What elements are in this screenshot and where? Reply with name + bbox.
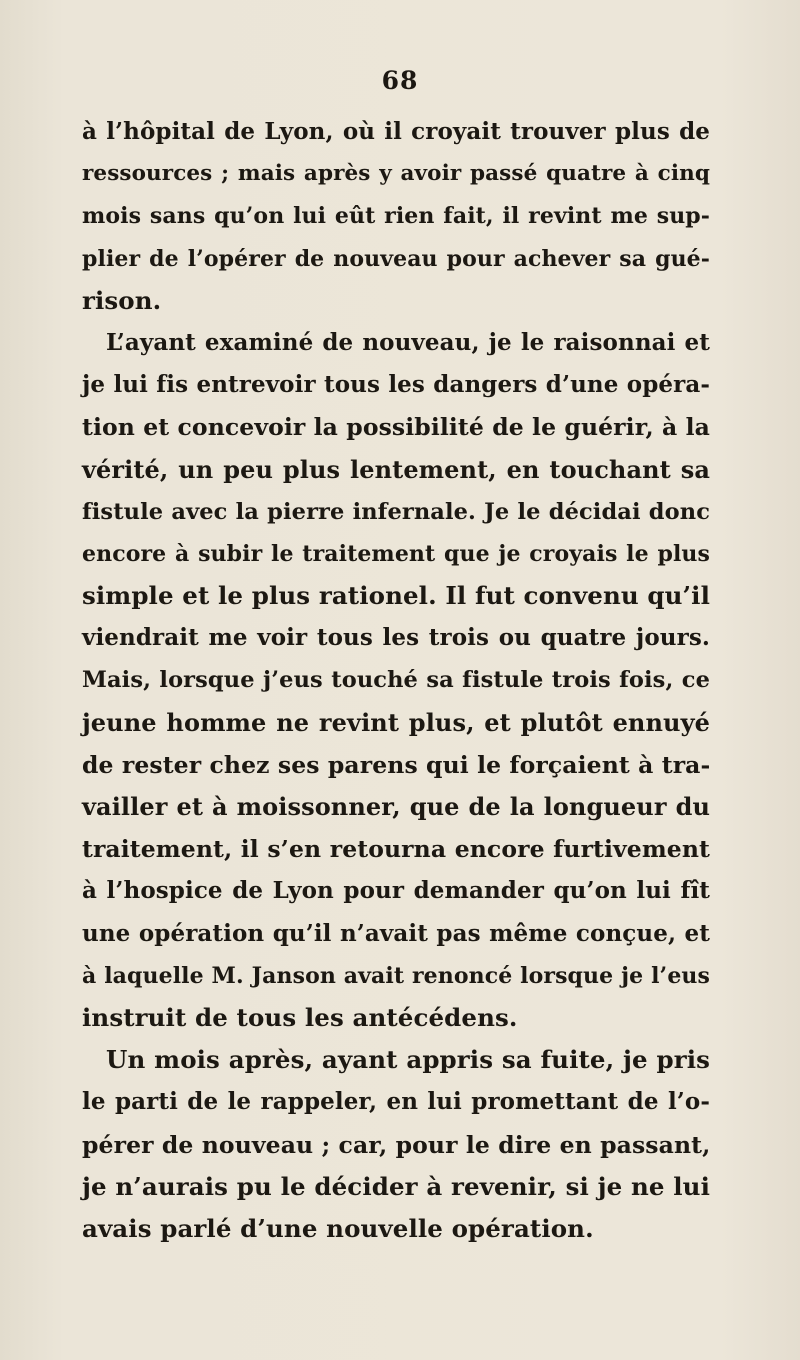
text-line: à l’hospice de Lyon pour demander qu’on lui fît — [82, 877, 710, 905]
text-line: rison. — [82, 285, 162, 315]
text-line: le parti de le rappeler, en lui promettant de l’o- — [82, 1088, 710, 1116]
text-line: je n’aurais pu le décider à revenir, si je ne lui — [82, 1171, 710, 1201]
text-line: jeune homme ne revint plus, et plutôt ennuyé — [82, 707, 710, 737]
text-line: vailler et à moissonner, que de la longueur du — [82, 792, 710, 821]
page-number: 68 — [381, 66, 419, 95]
text-line: je lui fis entrevoir tous les dangers d’une opéra- — [82, 371, 710, 399]
text-line: à l’hôpital de Lyon, où il croyait trouver plus de — [82, 118, 710, 145]
text-line: encore à subir le traitement que je croyais le plus — [82, 540, 710, 567]
text-line: Mais, lorsque j’eus touché sa fistule trois fois, ce — [82, 667, 710, 694]
text-line: plier de l’opérer de nouveau pour achever sa gué- — [82, 245, 710, 272]
body-text — [82, 111, 710, 1250]
text-line: de rester chez ses parens qui le forçaient à tra- — [82, 750, 711, 779]
text-line: viendrait me voir tous les trois ou quatre jours. — [82, 624, 710, 652]
text-line: instruit de tous les antécédens. — [82, 1002, 518, 1032]
text-line: tion et concevoir la possibilité de le guérir, à la — [82, 413, 710, 442]
text-line: pérer de nouveau ; car, pour le dire en passant, — [82, 1130, 711, 1159]
text-line: fistule avec la pierre infernale. Je le décidai donc — [82, 498, 710, 525]
text-line: ressources ; mais après y avoir passé quatre à cinq — [82, 161, 710, 187]
text-line: mois sans qu’on lui eût rien fait, il revint me sup- — [82, 203, 710, 230]
text-line: L’ayant examiné de nouveau, je le raisonnai et — [106, 328, 710, 356]
text-line: simple et le plus rationel. Il fut convenu qu’il — [82, 581, 710, 611]
text-line: Un mois après, ayant appris sa fuite, je pris — [106, 1045, 710, 1075]
text-line: traitement, il s’en retourna encore furtivement — [82, 835, 710, 864]
text-line: avais parlé d’une nouvelle opération. — [82, 1213, 594, 1243]
text-line: à laquelle M. Janson avait renoncé lorsque je l’eus — [82, 962, 710, 989]
text-line: une opération qu’il n’avait pas même conçue, et — [82, 919, 710, 947]
text-line: vérité, un peu plus lentement, en touchant sa — [82, 454, 710, 484]
